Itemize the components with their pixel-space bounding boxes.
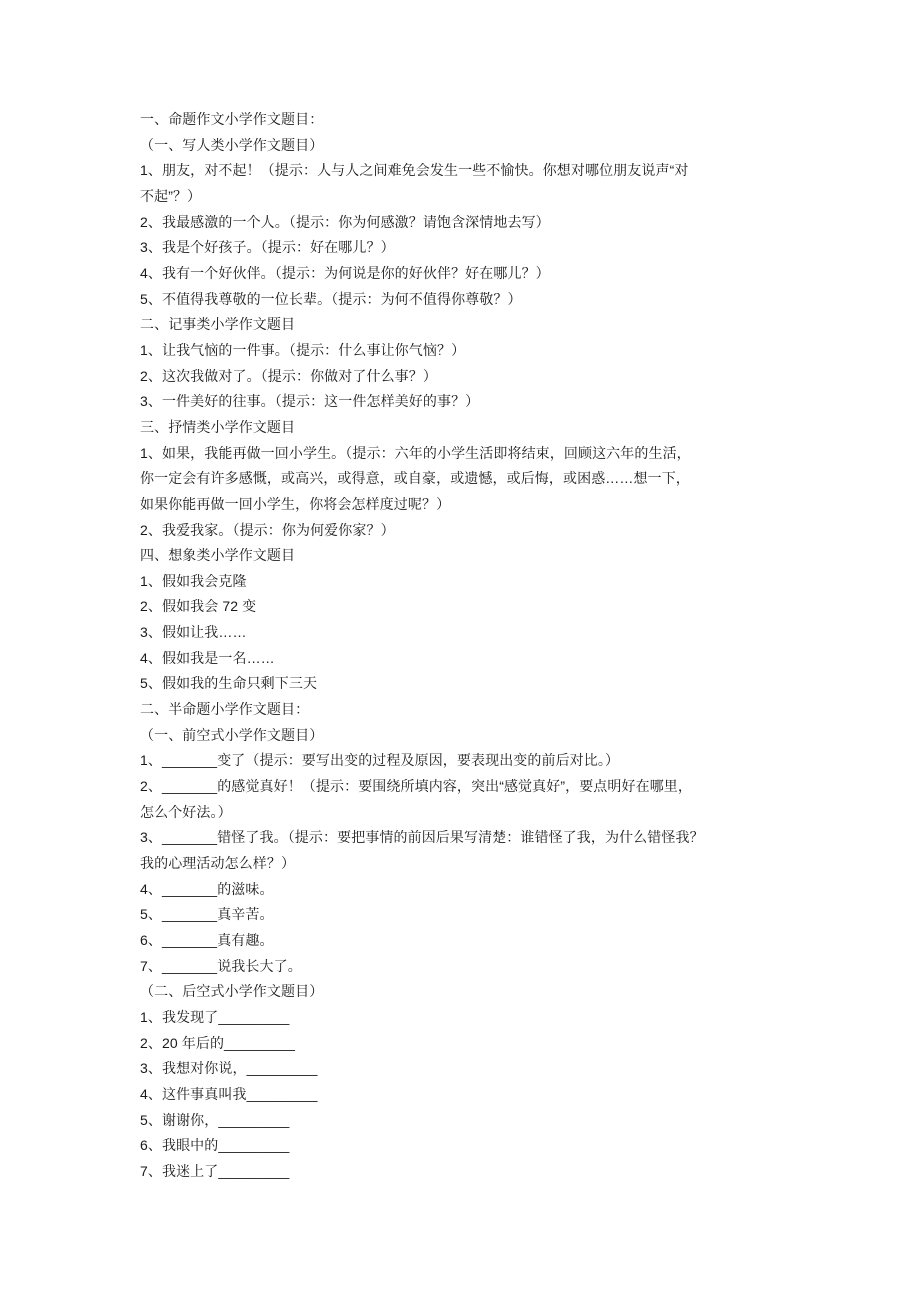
document-text (140, 107, 800, 1185)
text-line: 7、我迷上了_________ (140, 1162, 290, 1179)
text-line: 3、我是个好孩子。（提示：好在哪儿？） (140, 239, 395, 256)
text-line: 我的心理活动怎么样？） (140, 855, 296, 872)
text-line: 你一定会有许多感慨，或高兴，或得意，或自豪，或遗憾，或后悔，或困惑……想一下， (140, 470, 690, 487)
text-line: 5、假如我的生命只剩下三天 (140, 675, 318, 692)
text-line: 1、如果，我能再做一回小学生。（提示：六年的小学生活即将结束，回顾这六年的生活， (140, 444, 691, 461)
text-line: 怎么个好法。） (140, 803, 232, 820)
text-line: 4、我有一个好伙伴。（提示：为何说是你的好伙伴？好在哪儿？） (140, 264, 550, 281)
text-line: （一、前空式小学作文题目） (140, 726, 324, 743)
text-line: 6、_______真有趣。 (140, 932, 274, 948)
text-line: 1、假如我会克隆 (140, 572, 247, 589)
text-line: 1、我发现了_________ (140, 1008, 290, 1025)
text-line: 2、20 年后的_________ (140, 1034, 296, 1051)
text-line: 1、让我气恼的一件事。（提示：什么事让你气恼？） (140, 341, 466, 358)
text-line: 三、抒情类小学作文题目 (140, 418, 296, 435)
text-line: 3、一件美好的往事。（提示：这一件怎样美好的事？） (140, 393, 480, 410)
text-line: 1、_______变了（提示：要写出变的过程及原因，要表现出变的前后对比。） (140, 752, 620, 769)
text-line: 5、不值得我尊敬的一位长辈。（提示：为何不值得你尊敬？） (140, 290, 522, 307)
text-line: 3、我想对你说，_________ (140, 1060, 318, 1077)
text-line: 4、_______的滋味。 (140, 880, 274, 897)
text-line: 3、假如让我…… (140, 624, 247, 641)
text-line: 6、我眼中的_________ (140, 1137, 290, 1154)
text-line: （一、写人类小学作文题目） (140, 136, 324, 153)
text-line: 5、谢谢你，_________ (140, 1111, 290, 1128)
text-line: 2、我最感激的一个人。（提示：你为何感激？请饱含深情地去写） (140, 213, 550, 230)
text-line: （二、后空式小学作文题目） (140, 983, 324, 1000)
text-line: 3、_______错怪了我。（提示：要把事情的前因后果写清楚：谁错怪了我，为什么错怪我？ (140, 829, 704, 846)
text-line: 5、_______真辛苦。 (140, 906, 274, 923)
text-line: 二、半命题小学作文题目： (140, 701, 310, 718)
text-line: 2、这次我做对了。（提示：你做对了什么事？） (140, 367, 437, 384)
text-line: 1、朋友，对不起！（提示：人与人之间难免会发生一些不愉快。你想对哪位朋友说声“对 (140, 162, 689, 179)
text-line: 四、想象类小学作文题目 (140, 547, 296, 564)
text-line: 2、我爱我家。（提示：你为何爱你家？） (140, 521, 395, 538)
text-line: 二、记事类小学作文题目 (140, 316, 296, 333)
text-line: 4、假如我是一名…… (140, 649, 275, 666)
text-line: 不起”？） (140, 187, 202, 204)
text-line: 7、_______说我长大了。 (140, 957, 302, 974)
text-line: 4、这件事真叫我_________ (140, 1085, 318, 1102)
text-line: 2、假如我会 72 变 (140, 598, 257, 615)
text-line: 2、_______的感觉真好！（提示：要围绕所填内容，突出“感觉真好”，要点明好在哪里， (140, 778, 693, 795)
text-line: 一、命题作文小学作文题目： (140, 111, 324, 127)
text-line: 如果你能再做一回小学生，你将会怎样度过呢？） (140, 495, 451, 512)
